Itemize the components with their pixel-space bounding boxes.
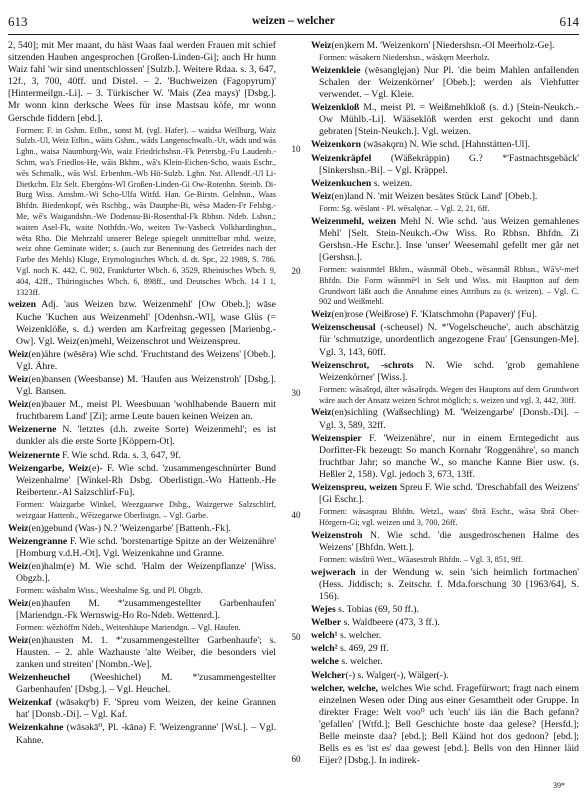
lemma: wejwerach — [311, 566, 356, 578]
dictionary-entry: Weizengranne F. Wie schd. 'borstenartige Spitze an der Weizenähre' [Homburg v.d.H.-Ot]. Vgl. Weizenkahne und Granne. — [8, 535, 276, 559]
forms-note: Form: Sg. wēslant - Pl. wēsəlęṅər. – Vgl. 2, 21, 6ff. — [319, 203, 490, 213]
dictionary-entry: Weiz(en)rose (Weißrose) F. 'Klatschmohn (Papaver)' [Fu]. — [311, 309, 538, 321]
lemma: Weiz — [8, 348, 29, 360]
dictionary-entry: Weiz(en)halm(e) M. Wie schd. 'Halm der Weizenpflanze' [Wiss. Obgzb.]. — [8, 560, 276, 584]
forms-note: Formen: wāsəkern Niedershsn., wāskęrn Meerholz. — [319, 53, 490, 63]
dictionary-entry: Weiz(en)hausten M. 1. *'zusammengestellter Garbenhaufe'; s. Hausten. – 2. ahle Wazhauste 'alte Weiber, die besonders viel zanken und streiten' [Nombn.-We]. — [8, 634, 276, 670]
lemma: Weizenkuchen — [311, 177, 372, 189]
lemma: Weizenspreu, weizen — [311, 482, 398, 493]
dictionary-entry: welch² s. 469, 29 ff. — [311, 643, 389, 655]
dictionary-entry: Weizenerne N. 'letztes (d.h. zweite Sorte) Weizenmehl'; es ist dunkler als die erste Sorte [Köppern-Ot]. — [8, 424, 276, 448]
dictionary-entry: Weizenspier F. 'Weizenähre', nur in einem Erntegedicht aus Dorfitter-Fk bezeugt: So manch Kornahr 'Roggenähre', so manch fruchtbar Jahr; so manche W., so manche Kanne Bier usw. (s. Heßler 2, 158). Vgl. jedoch 3, 673, 13ff. — [311, 432, 579, 480]
lemma: Weizengranne — [8, 535, 68, 547]
forms-note: Formen: wäsštrō Wett., Wāasestruh Bhfdn. – Vgl. 3, 851, 9ff. — [319, 554, 523, 564]
lemma: weizen — [8, 299, 36, 311]
dictionary-entry: Weiz(en)haufen M. *'zusammengestellter Garbenhaufen' [Mariendgn.-Fk Wernswig-Ho Ro-Ndeb. Wettenrd.]. — [8, 597, 276, 621]
dictionary-entry: Weiz(en)bansen (Weesbanse) M. 'Haufen aus Weizenstroh' [Dsbg.]. Vgl. Bansen. — [8, 373, 276, 398]
dictionary-entry: Weizenmehl, weizen Mehl N. Wie schd. 'aus Weizen gemahlenes Mehl' [Selt. Stein-Neukch.-Ow Wiss. Ro Rbhsn. Bhfdn. Zi Gershsn.-He Eschr.]. Inse 'unser' Weesemahl gefellt mer går net [Gershsn.]. — [311, 215, 579, 263]
lemma: Weizenscheusal — [311, 322, 376, 334]
lemma: Weiz — [311, 190, 332, 202]
lemma: Weiz — [311, 40, 332, 51]
lemma: Weizenkloß — [311, 102, 360, 114]
dictionary-entry: Weizenkorn (wāsəkǫrn) N. Wie schd. [Hahnstätten-Ul]. — [311, 139, 530, 151]
dictionary-entry: Weiz(en)ähre (wēsērə) Wie schd. 'Fruchtstand des Weizens' [Obeb.]. Vgl. Ähre. — [8, 348, 276, 372]
dictionary-entry: Weizenschrot, -schrots N. Wie schd. 'grob gemahlene Weizenkörner' [Wiss.]. — [311, 359, 579, 383]
dictionary-entry: Weizenkaf (wāsəkqᵉb) F. 'Spreu vom Weizen, der keine Grannen hat' [Donsb.-Di]. – Vgl. Kaf. — [8, 697, 276, 721]
dictionary-entry: Weiz(en)sichling (Waßsechling) M. 'Weizengarbe' [Donsb.-Di]. – Vgl. 3, 589, 32ff. — [311, 407, 579, 431]
dictionary-entry: Welcher(-) s. Walger(-), Wälger(-). — [311, 669, 449, 681]
lemma: Weiz — [8, 373, 29, 385]
lemma: Weiz — [8, 634, 29, 646]
forms-note: Formen: wēzhöffm Ndeb., Weitenhäupe Mariendgn. – Vgl. Haufen. — [16, 622, 241, 632]
lemma: Welcher — [311, 669, 346, 681]
header-rule — [8, 34, 579, 35]
dictionary-entry: Weizenscheusal (-scheusel) N. *'Vogelscheuche', auch abschätzig für 'schmutzige, unordentlich angezogene Frau' [Gensungen-Me]. Vgl. 3, 143, 60ff. — [311, 322, 579, 358]
page-header — [0, 14, 587, 34]
forms-note: Formen: F. in Gshm. Etlbn., sonst M. (vgl. Hafer). – waidsə Weilburg, Waiz Sulzb.-Ul, Weiz Etlbn., wāits Gshm., wāds Langenschwalb.-Ut, wāds und wās Lghn., waisə Naumburg-Wo, waiz Friedrichshsn.-Fk Petersbg.-Fu Laudenb.-Schm, wa's Friedlos-He, wāis Bkhm., wā's Klein-Eichen-Scho, waais Eschr., wēs Schmalk., wās Wsl. Erbenhm.-Wb Hö-Sulzb. Lghn. Nst. Allendf.-Ul Li-Dietkchn. Elz Selt. Ebergöns-Wl Großen-Linden-Gi Ow-Rotenhn. Steinb. Di-Burg Wiss. Amsbm.-Wi Scho-Ulfa Witfd. Han. Ge-Birstn. Gelnhsn., Waas Bhfdn. Biedenkopf, wēs Rschbg., wās Dautphe-Bi, wēsə Maden-Fr Felsbg.-Me, wē's Waigandshn.-We Dodenau-Bi-Rosenthal-Fk Rbhsn. Ndeb. Lshsn.; waiten Asel-Fk, waite Nothfdn.-Wo, weiten Tw-Vasbeck Volkhardinghsn., wēta Rho. Die Mehrzahl unserer Belege spiegelt unmittelbar mhd. weize, weiz ohne Geminate wider; s. (auch zur Benennung des Getreides nach der Farbe des Mehls) Kluge, Etymologisches Wbch. d. dt. Spr., 22 1989, S. 786. Vgl. noch K. 442, C. 902, Frankfurter Wbch. 6, 3529, Rheinisches Wbch. 9, 404, 42ff., Thüringisches Wbch. 6, 898ff., und Deutsches Wbch. 14 I 1, 1323ff. — [16, 125, 276, 297]
lemma: welche — [311, 656, 339, 668]
dictionary-entry: 2, 540]; mit Mer maant, du häst Waas faal werden Frauen mit schief sitzenden Hauben angesprochen [Großen-Linden-Gi]; auch Hr hunn Waiz fahl 'wir sind unentschlossen' [Sulzb.]. Weitere Rdaa. s. 3, 647, 12f., 3, 700, 40ff. und Distel. – 2. 'Buchweizen (Fagopyrum)' [Hintermeilgn.-Li]. – 3. Türkischer W. 'Mais (Zea mays)' [Dsbg.]. Mr wonn kinn derksche Wees für inse Mastsau köfe, mr wonn Gerschde fiddern [ebd.]. — [8, 40, 276, 124]
lemma: Welber — [311, 617, 342, 629]
dictionary-entry: Weiz(en)bauer M., meist Pl. Weesbuuan 'wohlhabende Bauern mit fruchtbarem Land' [Zi]; arme Leute bauen keinen Weizen an. — [8, 399, 276, 423]
lemma: Weiz — [8, 597, 29, 609]
dictionary-entry: Weizenspreu, weizen Spreu F. Wie schd. 'Dreschabfall des Weizens' [Gi Eschr.]. — [311, 482, 579, 506]
running-head: weizen – welcher — [251, 15, 336, 27]
lemma: Weizenernte — [8, 449, 60, 461]
left-column — [8, 40, 276, 748]
lemma: Weizenkorn — [311, 139, 362, 151]
lemma: Weiz — [311, 309, 332, 321]
signature-mark: 39* — [553, 781, 565, 790]
lemma: Weizenkahne — [8, 722, 64, 734]
line-number: 30 — [291, 388, 301, 398]
lemma: Weizenstroh — [311, 529, 363, 541]
forms-note: Formen: wäsəsprau Bhfdn. Wetzl., waas' šbrā Eschr., wāsə šbrā Ober-Hörgern-Gi; vgl. weizen und 3, 700, 26ff. — [319, 507, 579, 527]
dictionary-entry: Weizenheuchel (Weeshichel) M. *'zusammengestellter Garbenhaufen' [Dsbg.]. – Vgl. Heuchel. — [8, 672, 276, 696]
dictionary-entry: welche s. welcher. — [311, 656, 383, 668]
lemma: Weizenmehl, weizen — [311, 215, 397, 227]
lemma: Weizenspier — [311, 432, 362, 444]
dictionary-entry: Weizengarbe, Weiz(e)- F. Wie schd. 'zusammengeschnürter Bund Weizenhalme' [Winkel-Rh Dsbg. Oberlistign.-Wo Hattenb.-He Reibertenr.-Al Salzschlirf-Fu]. — [8, 462, 276, 498]
page-number-left: 613 — [8, 14, 28, 29]
line-number: 40 — [291, 510, 301, 520]
line-number: 60 — [291, 754, 301, 764]
right-column — [311, 40, 579, 768]
lemma: Weiz — [8, 522, 29, 534]
dictionary-entry: welch¹ s. welcher. — [311, 630, 382, 642]
dictionary-entry: Weizenkahne (wāsəkā⁰, Pl. -kānə) F. 'Weizengranne' [Wsl.]. – Vgl. Kahne. — [8, 722, 276, 746]
forms-note: Formen: wāshalm Wiss., Weeshalme Sg. und Pl. Obgzb. — [16, 585, 203, 595]
dictionary-entry: welcher, welche, welches Wie schd. Fragefürwort; fragt nach einem einzelnen Wesen oder Ding aus einer Gesamtheit oder Gruppe. In direkter Frage: Welt voo⁰ uch 'euch' iäs iän die Bach gefann? 'gefallen' [Wtfd.]; Bell Geschichte hoste daa gelese? [Hersfd.]; Belle meinste daa? [ebd.]; Bell Käind hot dos gedoon? [ebd.]; Bells es es 'ist es' daa gewest [ebd.]. Bells von den Hinner läid Eijer? [Dsbg.]. In indirek- — [311, 682, 580, 767]
dictionary-entry: Weiz(en)land N. 'mit Weizen besätes Stück Land' [Obeb.]. — [311, 190, 538, 202]
lemma: Weizenkleie — [311, 64, 361, 76]
lemma: Weizenheuchel — [8, 672, 70, 684]
line-number: 10 — [291, 144, 301, 154]
dictionary-entry: Wejes s. Tobias (69, 50 ff.). — [311, 604, 419, 616]
lemma: Weizenerne — [8, 424, 57, 436]
dictionary-entry: weizen Adj. 'aus Weizen bzw. Weizenmehl' [Ow Obeb.]; wāse Kuche 'Kuchen aus Weizenmehl' [Odenhsn.-Wl], wase Glüs (= Weizenklöße, s. d.) werden am Karfreitag gegessen [Marienbg.-Ow]. Vgl. Weiz(en)mehl, Weizenschrot und Weizenspreu. — [8, 299, 276, 347]
lemma: welch² — [311, 643, 338, 655]
lemma: welch¹ — [311, 630, 338, 642]
dictionary-entry: Weizenernte F. Wie schd. Rda. s. 3, 647, 9f. — [8, 449, 181, 461]
lemma: welcher, welche, — [311, 682, 379, 694]
page-number-right: 614 — [559, 14, 579, 29]
line-number: 20 — [291, 266, 301, 276]
dictionary-entry: Weizenkuchen s. weizen. — [311, 177, 413, 189]
lemma: Weizengarbe, Weiz — [8, 462, 89, 474]
dictionary-entry: Weizenkleie (wēsənglęjən) Nur Pl. 'die beim Mahlen anfallenden Schalen der Weizenkörner' [Obeb.]; werden als Viehfutter verwendet. – Vgl. Kleie. — [311, 64, 579, 101]
dictionary-entry: Weiz(en)gebund (Was-) N.? 'Weizengarbe' [Battenh.-Fk]. — [8, 522, 231, 534]
dictionary-entry: Weiz(en)kern M. 'Weizenkorn' [Niedershsn.-Ol Meerholz-Ge]. — [311, 40, 555, 51]
lemma: Weiz — [8, 399, 29, 411]
forms-note: Formen: wāsəšrǫd, älter wāsəšrǫds. Wegen des Hauptons auf dem Grundwort wäre auch der Ansatz weizen Schrot möglich; s. weizen und vgl. 3, 442, 30ff. — [319, 384, 579, 405]
lemma: Weizenkaf — [8, 697, 52, 709]
line-number: 50 — [291, 632, 301, 642]
forms-note: Formen: waisnmīel Bkhm., wāsnmāl Obeb., wēsənmāl Rbhsn., Wā's²-meᵉl Bhfdn. Die Form wāsnmēᵉl in Selt und Wiss. mit Hauptton auf dem Grundwort läßt auch die Annahme eines Attributs zu (s. weizen). – Vgl. C. 902 und Weißmehl. — [319, 265, 579, 307]
dictionary-entry: wejwerach in der Wendung w. sein 'sich heimlich fortmachen' (Hess. Jiddisch; s. Zeitschr. f. Mda.forschung 30 [1963/64], S. 156). — [311, 566, 579, 602]
dictionary-entry: Welber s. Waldbeere (473, 3 ff.). — [311, 617, 440, 629]
lemma: Weiz — [311, 407, 332, 419]
lemma: Wejes — [311, 604, 336, 616]
lemma: Weizenkräpfel — [311, 152, 372, 164]
lemma: Weiz — [8, 560, 29, 572]
dictionary-entry: Weizenkloß M., meist Pl. = Weißmehlkloß (s. d.) [Stein-Neukch.-Ow Mühlb.-Li]. Wääseklöß werden erst gekocht und dann gebraten [Stein-Neukch.]. Vgl. weizen. — [311, 102, 579, 138]
lemma: Weizenschrot, -schrots — [311, 359, 414, 371]
forms-note: Formen: Waizgarbe Winkel, Weezgaarwe Dsbg., Waizgerwe Salzschlirf, weizgaar Hattenb., Wēizegarwe Oberlistgn. – Vgl. Garbe. — [16, 499, 276, 520]
dictionary-entry: Weizenkräpfel (Wäßekräppin) G.? *'Fastnachtsgebäck' [Sinkershsn.-Bi]. – Vgl. Kräppel. — [311, 152, 579, 176]
dictionary-entry: Weizenstroh N. Wie schd. 'die ausgedroschenen Halme des Weizens' [Bhfdn. Wett.]. — [311, 529, 579, 553]
